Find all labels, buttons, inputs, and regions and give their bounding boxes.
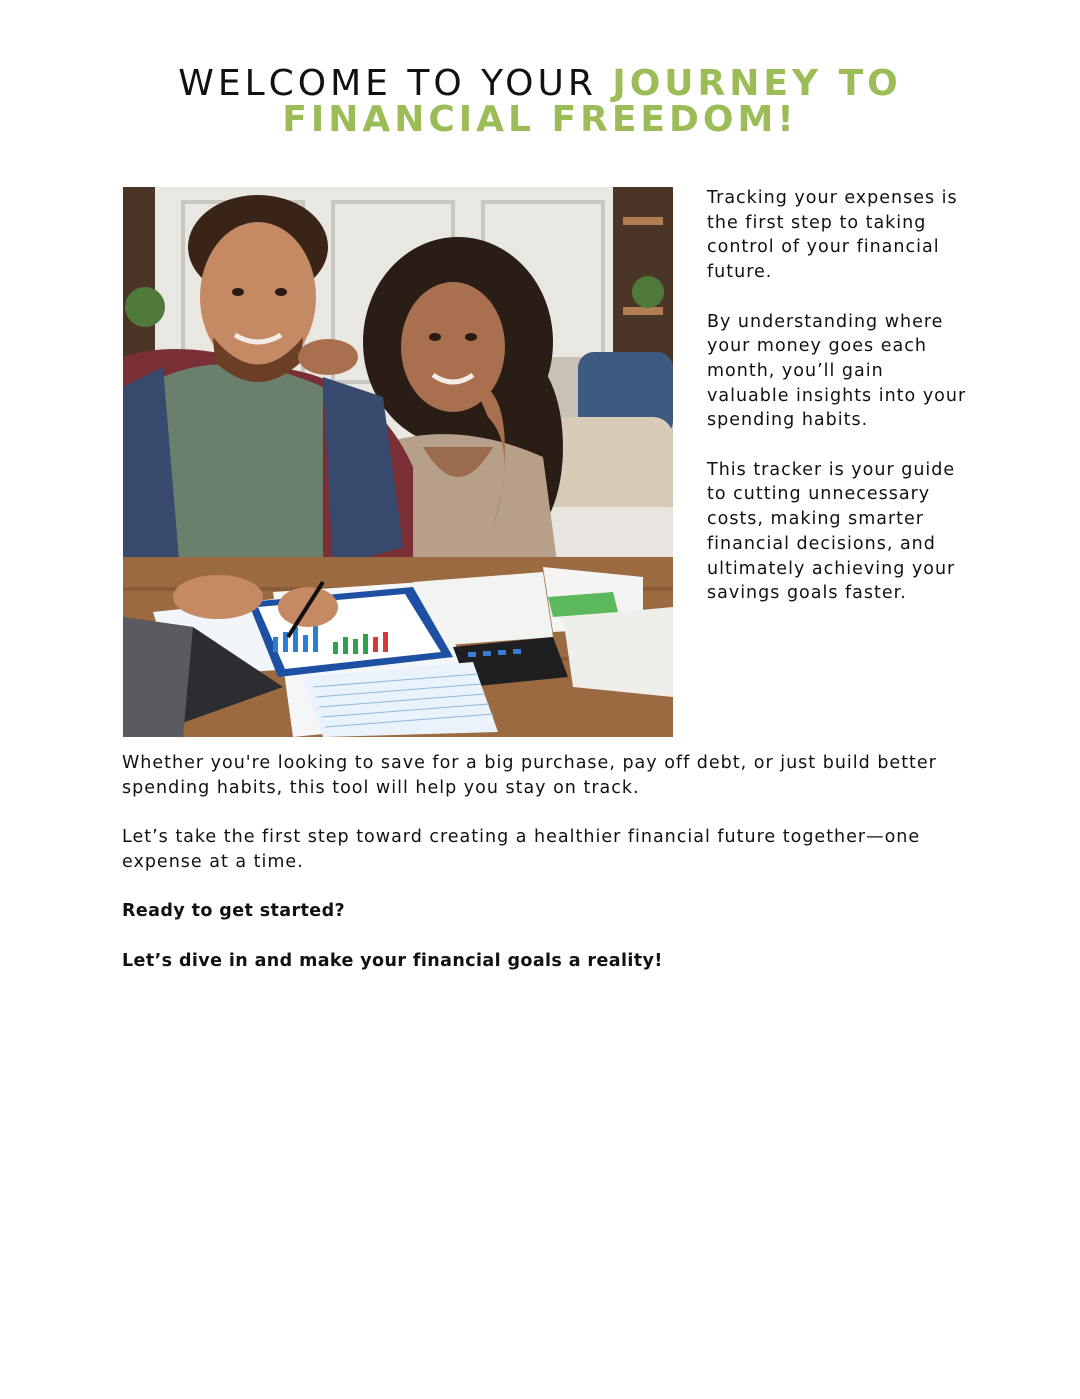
side-paragraph: This tracker is your guide to cutting unnecessary costs, making smarter financial decisions, and ultimately achieving your savings goals faster. [707, 459, 956, 604]
body-paragraph: Whether you're looking to save for a big purchase, pay off debt, or just build better spending habits, this tool will help you stay on track. [122, 753, 937, 798]
intro-side-text [707, 186, 969, 631]
couple-finance-photo [123, 187, 673, 737]
title-part-welcome: WELCOME TO YOUR [178, 63, 613, 104]
cta-closing: Let’s dive in and make your financial goals a reality! [122, 950, 663, 971]
side-paragraph: Tracking your expenses is the first step to taking control of your financial future. [707, 188, 958, 283]
page-title [0, 63, 1080, 140]
intro-body-text [122, 751, 942, 998]
title-part-journey: JOURNEY TO [612, 63, 902, 104]
side-paragraph: By understanding where your money goes each month, you’ll gain valuable insights into your spending habits. [707, 311, 967, 431]
title-part-freedom: FINANCIAL FREEDOM! [282, 99, 798, 140]
cta-question: Ready to get started? [122, 901, 346, 922]
body-paragraph: Let’s take the first step toward creating a healthier financial future together—one expense at a time. [122, 827, 921, 872]
